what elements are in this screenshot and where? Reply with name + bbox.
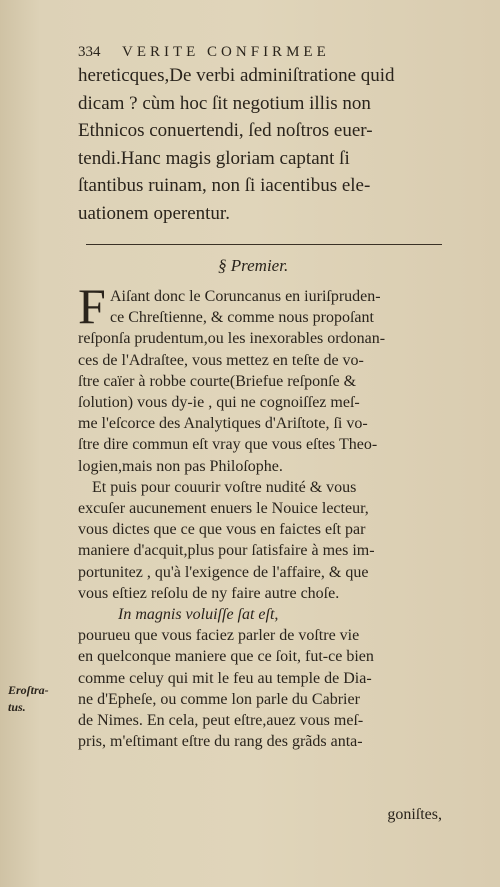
section-title: § Premier. [218, 256, 289, 275]
text-line: vous eſtiez reſolu de ny faire autre choſe. [78, 584, 340, 602]
catchword: goniſtes, [387, 806, 442, 823]
text-line: de Nimes. En cela, peut eſtre,auez vous meſ- [78, 712, 364, 730]
text-line: Et puis pour couurir voſtre nudité & vous [92, 478, 357, 496]
text-line: uationem operentur. [78, 202, 230, 224]
text-line: pourueu que vous faciez parler de voſtre vie [78, 627, 360, 645]
text-line: ſtre dire commun eſt vray que vous eſtes Theo- [78, 436, 378, 454]
text-line: ſolution) vous dy-ie , qui ne cognoiſſez meſ- [78, 394, 360, 412]
text-line: Ethnicos conuertendi, ſed noſtros euer- [78, 120, 373, 141]
running-header [78, 44, 448, 61]
text-line: maniere d'acquit,plus pour ſatisfaire à mes im- [78, 542, 375, 560]
text-line: reſponſa prudentum,ou les inexorables ordonan- [78, 330, 386, 348]
french-body [78, 286, 458, 752]
text-line: pris, m'eſtimant eſtre du rang des grãds anta- [78, 733, 363, 751]
text-line: dicam ? cùm hoc ſit negotium illis non [78, 92, 371, 114]
margin-note-line: Eroſtra- [8, 683, 49, 697]
latin-paragraph [78, 62, 468, 227]
text-line: en quelconque maniere que ce ſoit, fut-ce bien [78, 648, 374, 666]
margin-note [8, 682, 49, 716]
text-line: ce Chreſtienne, & comme nous propoſant [110, 309, 374, 327]
text-line: me l'eſcorce des Analytiques d'Ariſtote, ſi vo- [78, 415, 368, 433]
section-rule [86, 244, 442, 245]
text-line: Aiſant donc le Coruncanus en iuriſpruden- [110, 288, 381, 305]
running-title: VERITE CONFIRMEE [121, 44, 330, 60]
drop-cap: F [78, 278, 106, 334]
page-number: 334 [78, 44, 101, 60]
text-line: ne d'Epheſe, ou comme lon parle du Cabrier [78, 690, 360, 708]
text-line: excuſer aucunement enuers le Nouice lecteur, [78, 500, 369, 518]
text-line: logien,mais non pas Philoſophe. [78, 457, 283, 475]
text-line: ces de l'Adraſtee, vous mettez en teſte de vo- [78, 351, 364, 369]
text-line: vous dictes que ce que vous en faictes eſt par [78, 521, 366, 539]
text-line: ſtre caïer à robbe courte(Briefue reſponſe & [78, 372, 357, 390]
text-line: portunitez , qu'à l'exigence de l'affaire, & que [78, 563, 369, 581]
latin-quote: In magnis voluiſſe ſat eſt, [118, 606, 279, 624]
text-line: ſtantibus ruinam, non ſi iacentibus ele- [78, 175, 371, 196]
text-line: hereticques,De verbi adminiſtratione quid [78, 65, 395, 86]
text-line: tendi.Hanc magis gloriam captant ſi [78, 147, 350, 169]
text-line: comme celuy qui mit le feu au temple de Dia- [78, 669, 372, 687]
margin-note-line: tus. [8, 700, 26, 714]
